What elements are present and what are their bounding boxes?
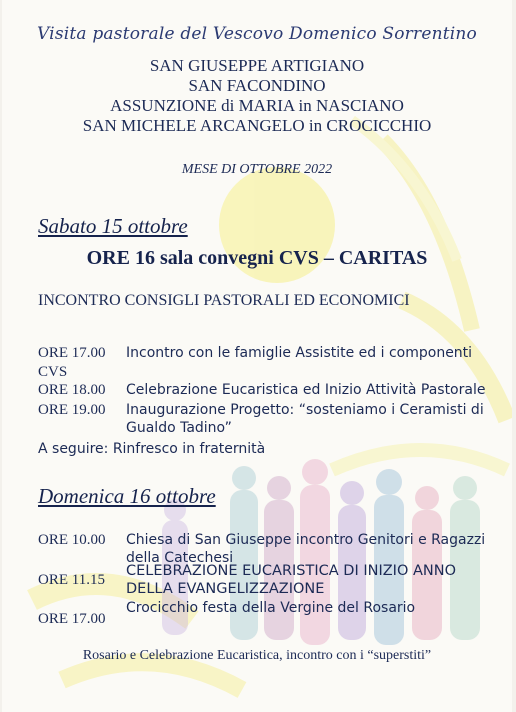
saturday-subheading: INCONTRO CONSIGLI PASTORALI ED ECONOMICI: [38, 292, 410, 309]
event-description-continued: CVS: [38, 364, 68, 380]
parish-name: SAN FACONDINO: [188, 76, 326, 95]
event-description: CELEBRAZIONE EUCARISTICA DI INIZIO ANNO: [126, 563, 456, 579]
event-description: Chiesa di San Giuseppe incontro Genitori e Ragazzi: [126, 532, 486, 548]
visit-title: Visita pastorale del Vescovo Domenico Sorrentino: [37, 24, 477, 44]
event-description: Crocicchio festa della Vergine del Rosario: [126, 600, 416, 616]
event-description-continued: Gualdo Tadino”: [126, 420, 232, 436]
event-time: ORE 10.00: [38, 532, 106, 548]
month-label: MESE DI OTTOBRE 2022: [181, 162, 333, 177]
follow-up-note: A seguire: Rinfresco in fraternità: [38, 441, 266, 457]
event-description-continued: DELLA EVANGELIZZAZIONE: [126, 581, 325, 597]
event-description-continued: della Catechesi: [126, 550, 234, 566]
event-time: ORE 19.00: [38, 402, 106, 418]
event-time: ORE 17.00: [38, 345, 106, 361]
saturday-headline: ORE 16 sala convegni CVS – CARITAS: [86, 247, 428, 269]
flyer-page: [2, 0, 512, 712]
event-description: Celebrazione Eucaristica ed Inizio Attività Pastorale: [126, 382, 486, 398]
parish-name: SAN GIUSEPPE ARTIGIANO: [149, 56, 365, 75]
event-description: Inaugurazione Progetto: “sosteniamo i Ceramisti di: [126, 402, 484, 418]
event-time: ORE 17.00: [38, 611, 106, 627]
event-time: ORE 11.15: [38, 572, 105, 588]
closing-note: Rosario e Celebrazione Eucaristica, incontro con i “superstiti”: [82, 648, 432, 663]
event-time: ORE 18.00: [38, 382, 106, 398]
event-description: Incontro con le famiglie Assistite ed i componenti: [126, 345, 473, 361]
saturday-heading: Sabato 15 ottobre: [38, 214, 188, 238]
sunday-heading: Domenica 16 ottobre: [38, 484, 216, 508]
parish-name: SAN MICHELE ARCANGELO in CROCICCHIO: [82, 116, 432, 135]
parish-name: ASSUNZIONE di MARIA in NASCIANO: [110, 96, 404, 115]
